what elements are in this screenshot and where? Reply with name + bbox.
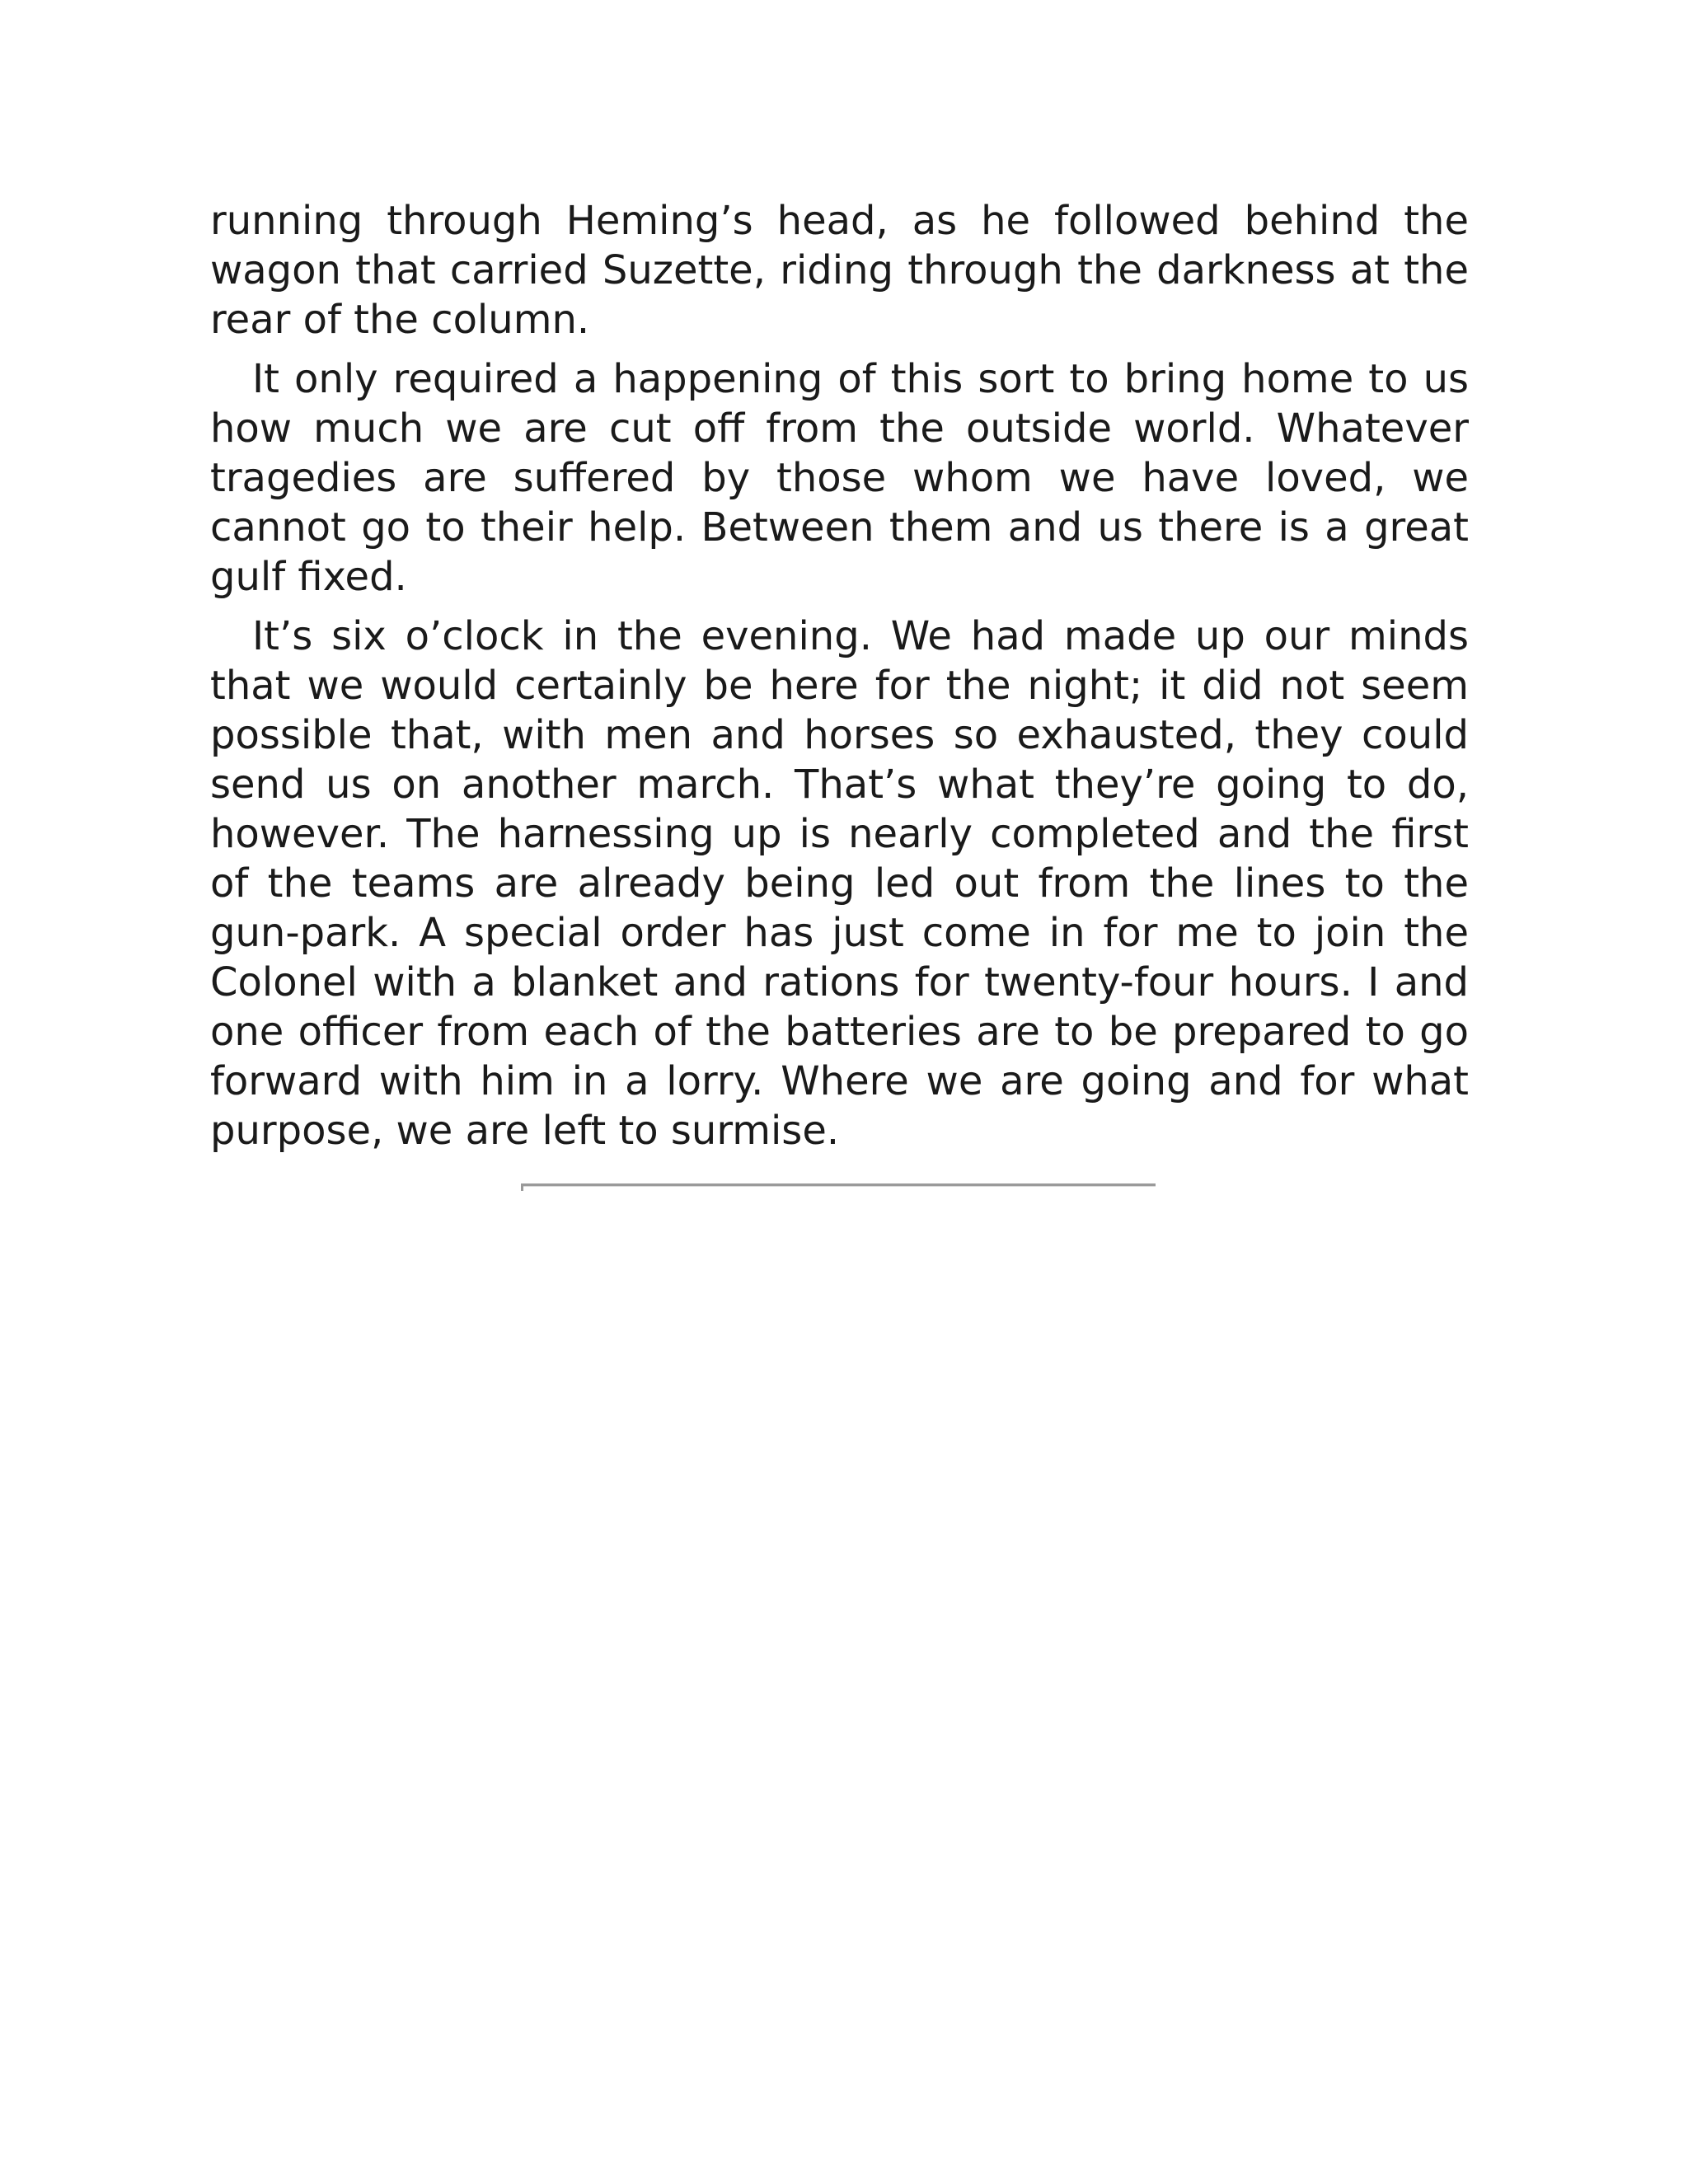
paragraph-outside-world: It only required a happening of this sort to bring home to us how much we are cut off from the outside world. Whatever tragedies are suffered by those whom we have loved, we cannot go to their help. Between them and us there is a great gulf fixed. <box>210 356 1469 600</box>
section-divider <box>521 1183 1156 1187</box>
body-text <box>210 196 1469 1165</box>
paragraph-six-oclock: It’s six o’clock in the evening. We had made up our minds that we would certainly be here for the night; it did not seem possible that, with men and horses so exhausted, they could send us on another march. That’s what they’re going to do, however. The harnessing up is nearly completed and the first of the teams are already being led out from the lines to the gun-park. A special order has just come in for me to join the Colonel with a blanket and rations for twenty-four hours. I and one officer from each of the batteries are to be prepared to go forward with him in a lorry. Where we are going and for what purpose, we are left to surmise. <box>210 613 1469 1154</box>
paragraph-continuation: running through Heming’s head, as he followed behind the wagon that carried Suzette, riding through the darkness at the rear of the column. <box>210 198 1469 343</box>
